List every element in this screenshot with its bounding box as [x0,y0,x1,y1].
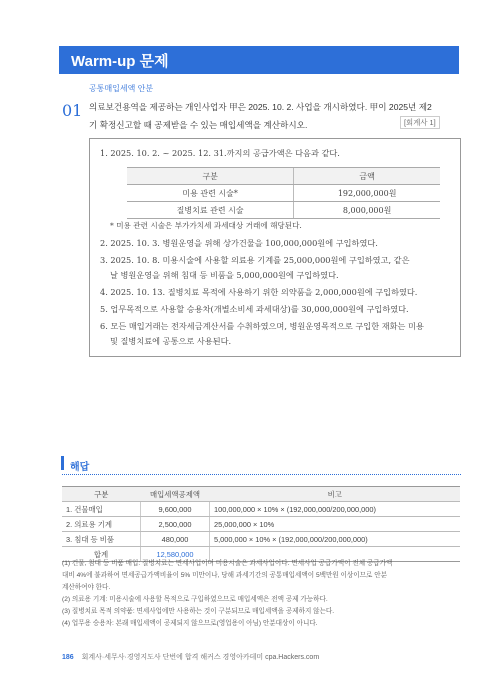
data-item-1: 1. 2025. 10. 2. ~ 2025. 12. 31.까지의 공급가액은 다음과 같다. [100,148,340,158]
answer-notes [62,558,462,630]
question-number: 01 [62,101,83,120]
answer-cell-note: 5,000,000 × 10% × (192,000,000/200,000,000) [210,532,461,547]
table-row [62,517,460,532]
answer-note: (2) 의료용 기계: 미용시술에 사용할 목적으로 구입하였으므로 매입세액은 전액 공제 가능하다. [62,596,328,603]
data-item-5: 5. 업무목적으로 사용할 승용차(개별소비세 과세대상)를 30,000,000원에 구입하였다. [100,304,409,314]
table-cell-label: 미용 관련 시술* [127,185,294,202]
table-header-amount: 금액 [294,168,440,185]
table-row [127,185,440,202]
answer-total-label: 합계 [62,547,141,562]
table-header-category: 구분 [127,168,294,185]
answer-bar [61,456,64,470]
table-header-row [127,168,440,185]
answer-cell-note: 25,000,000 × 10% [210,517,461,532]
answer-divider [62,474,461,475]
answer-table [62,486,460,562]
table-cell-value: 192,000,000원 [294,185,440,202]
answer-cell-label: 3. 침대 등 비품 [62,532,141,547]
answer-header-category: 구분 [62,487,141,502]
table-row [62,502,460,517]
answer-header-row [62,487,460,502]
table-row [127,202,440,219]
data-item-3b: 날 병원운영을 위해 침대 등 비품을 5,000,000원에 구입하였다. [110,270,339,280]
table-cell-label: 질병치료 관련 시술 [127,202,294,219]
answer-total-amount: 12,580,000 [141,547,210,562]
answer-note: 계산하여야 한다. [62,584,111,591]
answer-note: (3) 질병치료 목적 의약품: 면세사업에만 사용하는 것이 구분되므로 매입세액을 공제하지 않는다. [62,608,335,615]
page-number: 186 [62,654,74,661]
answer-note: 대비 4%에 불과하여 면세공급가액비율이 5% 미만이나, 당해 과세기간의 공통매입세액이 5백만원 이상이므로 안분 [62,572,387,579]
table-row [62,532,460,547]
question-line-1: 의료보건용역을 제공하는 개인사업자 甲은 2025. 10. 2. 사업을 개시하였다. 甲이 2025년 제2 [89,102,432,112]
table-footnote: * 미용 관련 시술은 부가가치세 과세대상 거래에 해당된다. [110,221,302,230]
answer-heading: 해답 [70,462,90,473]
question-data-box [89,138,461,357]
question-reference: [회계사 1] [400,116,440,129]
question-section-label: 공통매입세액 안분 [89,84,154,93]
answer-cell-label: 2. 의료용 기계 [62,517,141,532]
table-cell-value: 8,000,000원 [294,202,440,219]
page-footer [62,652,319,662]
answer-header-note: 비고 [210,487,461,502]
data-item-6b: 및 질병치료에 공통으로 사용된다. [110,336,232,346]
data-item-2: 2. 2025. 10. 3. 병원운영을 위해 상가건물을 100,000,000원에 구입하였다. [100,238,378,248]
answer-cell-label: 1. 건물매입 [62,502,141,517]
footer-text: 회계사·세무사·경영지도사 단번에 합격 해커스 경영아카데미 cpa.Hackers.com [81,654,320,661]
answer-cell-amount: 9,600,000 [141,502,210,517]
answer-header-amount: 매입세액공제액 [141,487,210,502]
supply-amount-table [127,167,440,219]
data-item-3a: 3. 2025. 10. 8. 미용시술에 사용할 의료용 기계를 25,000,000원에 구입하였고, 같은 [100,255,410,265]
answer-cell-amount: 480,000 [141,532,210,547]
section-banner [59,46,459,74]
answer-cell-amount: 2,500,000 [141,517,210,532]
data-item-6a: 6. 모든 매입거래는 전자세금계산서를 수취하였으며, 병원운영목적으로 구입한 재화는 미용 [100,321,424,331]
answer-cell-note: 100,000,000 × 10% × (192,000,000/200,000,000) [210,502,461,517]
answer-note: (4) 업무용 승용차: 본래 매입세액이 공제되지 않으므로(영업용이 아님) 안분대상이 아니다. [62,620,318,627]
data-item-4: 4. 2025. 10. 13. 질병치료 목적에 사용하기 위한 의약품을 2,000,000원에 구입하였다. [100,287,418,297]
question-line-2: 기 확정신고할 때 공제받을 수 있는 매입세액을 계산하시오. [89,120,308,130]
banner-title: Warm-up 문제 [71,52,169,70]
answer-note: (1) 건물, 침대 등 비품 매입: 질병치료는 면세사업이며 미용시술은 과세사업이다. 면세사업 공급가액이 전체 공급가액 [62,560,393,567]
